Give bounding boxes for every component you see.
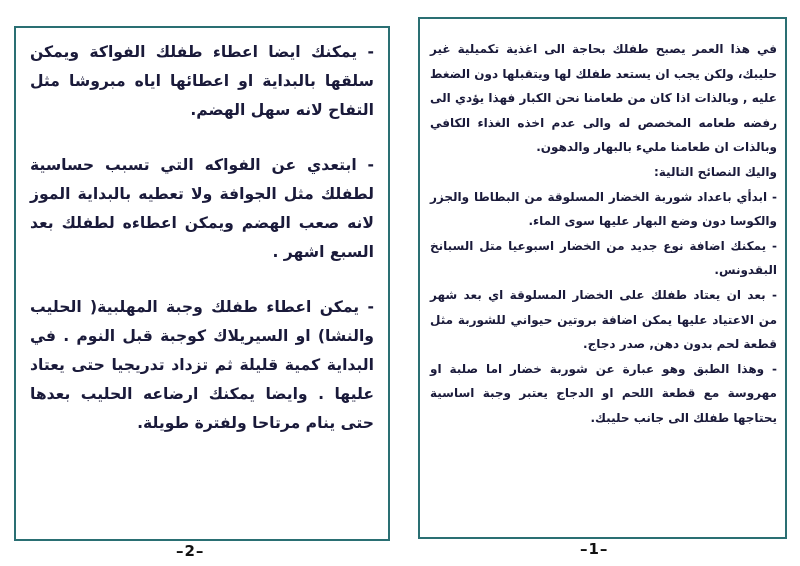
page-1-tip-3: - بعد ان يعتاد طفلك على الخضار المسلوقة اي بعد شهر من الاعتياد عليها يمكن اضافة بروتين حيواني للشوربة مثل قطعة لحم بدون دهن, صدر دجاج. [430, 287, 777, 352]
page-1-tips-heading: واليك النصائح التالية: [653, 164, 777, 179]
page-1-tip-2: - يمكنك اضافة نوع جديد من الخضار اسبوعيا متل السبانخ البقدونس. [430, 238, 777, 278]
page-1-panel [418, 17, 787, 539]
page-2-paragraph-1: - يمكنك ايضا اعطاء طفلك الفواكة ويمكن سلقها بالبداية او اعطائها اياه مبروشا مثل التفاح لانه سهل الهضم. [30, 43, 374, 119]
page-2-panel [14, 26, 390, 541]
page-1-number: –1– [580, 540, 609, 558]
page-2-paragraph-3: - يمكن اعطاء طفلك وجبة المهلبية( الحليب والنشا) او السيريلاك كوجبة قبل النوم . في البداية كمية قليلة ثم تزداد تدريجيا حتى يعتاد عليها . وايضا يمكنك ارضاعه الحليب بعدها حتى ينام مرتاحا ولفترة طويلة. [30, 298, 374, 432]
page-1-intro: في هذا العمر يصبح طفلك بحاجة الى اغذية تكميلية غير حليبك، ولكن يجب ان يستعد طفلك لها ويتقبلها دون الضغط عليه , وبالذات اذا كان من طعامنا نحن الكبار فهذا يؤدي الى رفضه طعامه المخصص له والى عدم اخذه الغذاء الكافي وبالذات ان طعامنا مليء بالبهار والدهون. [430, 42, 777, 155]
page-1-tip-1: - ابدأي باعداد شوربة الخضار المسلوقة من البطاطا والجزر والكوسا دون وضع البهار عليها سوى الماء. [430, 189, 777, 229]
page-2-number: –2– [176, 542, 205, 560]
page-1-tip-4: - وهذا الطبق وهو عبارة عن شوربة خضار اما صلبة او مهروسة مع قطعة اللحم او الدجاج يعتبر وجبة اساسية يحتاجها طفلك الى جانب حليبك. [430, 361, 777, 425]
page-2-paragraph-2: - ابتعدي عن الفواكه التي تسبب حساسية لطفلك مثل الجوافة ولا تعطيه بالبداية الموز لانه صعب الهضم ويمكن اعطاءه لطفلك بعد السبع اشهر . [30, 156, 374, 261]
